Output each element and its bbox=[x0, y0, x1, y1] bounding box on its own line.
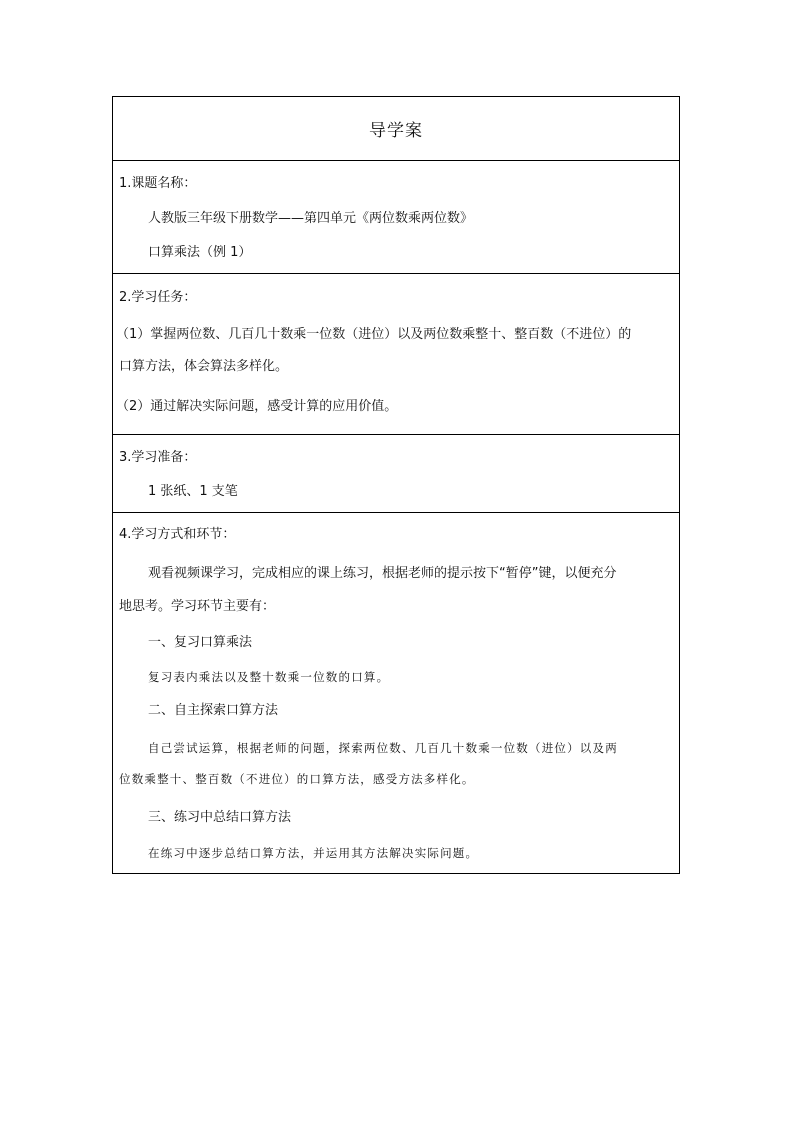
course-title-line: 人教版三年级下册数学——第四单元《两位数乘两位数》 bbox=[148, 211, 474, 226]
preparation-items: 1 张纸、1 支笔 bbox=[148, 484, 238, 499]
section-course-name bbox=[113, 161, 679, 274]
title-row bbox=[113, 97, 679, 161]
study-guide-table bbox=[112, 96, 680, 874]
section-preparation bbox=[113, 435, 679, 513]
section2-heading: 2.学习任务： bbox=[119, 290, 197, 305]
section4-heading: 4.学习方式和环节： bbox=[119, 527, 236, 542]
step1-desc: 复习表内乘法以及整十数乘一位数的口算。 bbox=[148, 670, 390, 684]
section1-heading: 1.课题名称： bbox=[119, 176, 197, 191]
step1-title: 一、复习口算乘法 bbox=[148, 635, 253, 650]
step2-title: 二、自主探索口算方法 bbox=[148, 703, 279, 718]
page-title: 导学案 bbox=[369, 121, 423, 141]
task2-line: （2）通过解决实际问题，感受计算的应用价值。 bbox=[116, 399, 398, 414]
intro-line1: 观看视频课学习，完成相应的课上练习，根据老师的提示按下“暂停”键，以便充分 bbox=[148, 566, 617, 581]
step3-desc: 在练习中逐步总结口算方法，并运用其方法解决实际问题。 bbox=[148, 846, 479, 860]
task1-line1: （1）掌握两位数、几百几十数乘一位数（进位）以及两位数乘整十、整百数（不进位）的 bbox=[116, 327, 632, 342]
step3-title: 三、练习中总结口算方法 bbox=[148, 810, 292, 825]
section-learning-method bbox=[113, 513, 679, 873]
intro-line2: 地思考。学习环节主要有： bbox=[119, 599, 276, 614]
section3-heading: 3.学习准备： bbox=[119, 450, 197, 465]
task1-line2: 口算方法，体会算法多样化。 bbox=[119, 359, 289, 374]
step2-desc-line1: 自己尝试运算，根据老师的问题，探索两位数、几百几十数乘一位数（进位）以及两 bbox=[148, 741, 618, 755]
step2-desc-line2: 位数乘整十、整百数（不进位）的口算方法，感受方法多样化。 bbox=[119, 772, 475, 786]
course-subtitle-line: 口算乘法（例 1） bbox=[148, 245, 252, 260]
section-learning-tasks bbox=[113, 274, 679, 435]
